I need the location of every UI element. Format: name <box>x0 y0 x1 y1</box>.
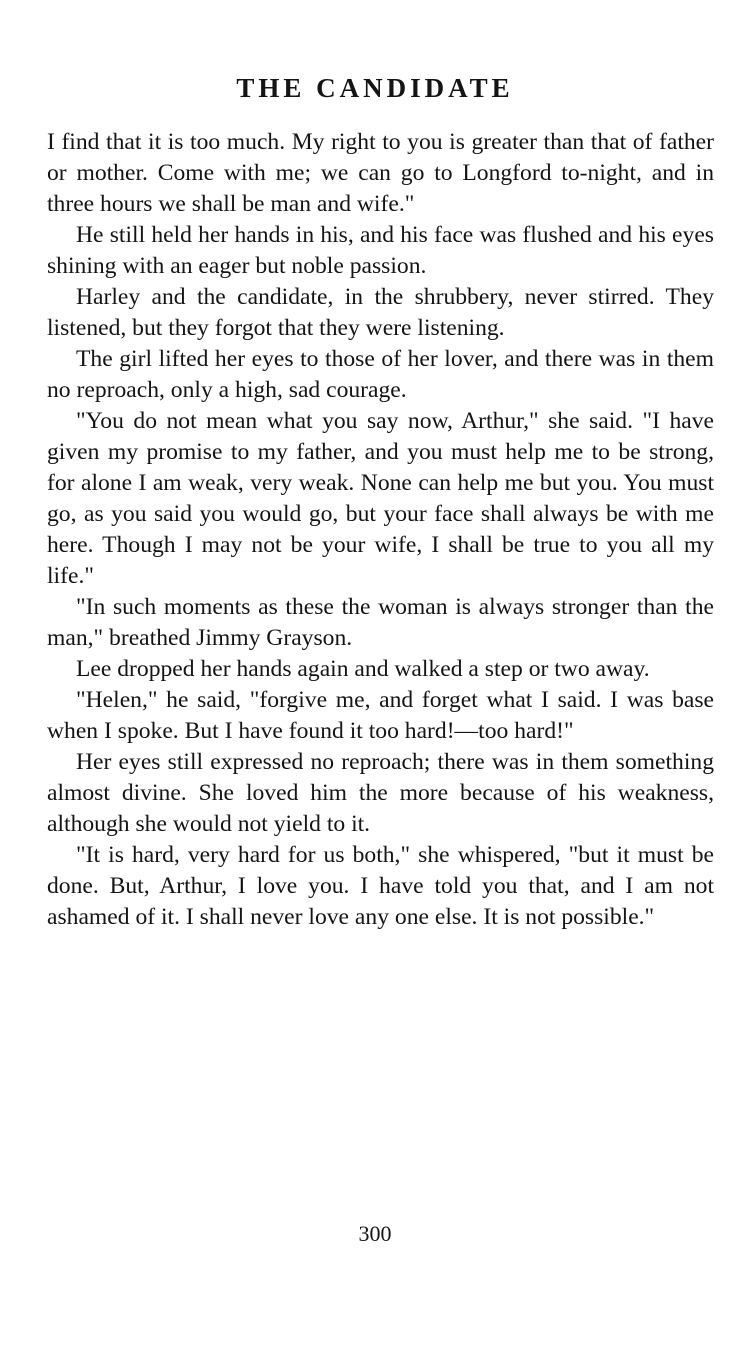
running-head: THE CANDIDATE <box>236 73 514 103</box>
paragraph: He still held her hands in his, and his face was flushed and his eyes shining with an eager but noble passion. <box>47 222 714 279</box>
body-text <box>47 127 714 933</box>
paragraph: Lee dropped her hands again and walked a step or two away. <box>76 656 650 682</box>
paragraph: Harley and the candidate, in the shrubbery, never stirred. They listened, but they forgot that they were listening. <box>47 284 714 341</box>
paragraph: "You do not mean what you say now, Arthur," she said. "I have given my promise to my father, and you must help me to be strong, for alone I am weak, very weak. None can help me but you. You must go, as you said you would go, but your face shall always be with me here. Though I may not be your wife, I shall be true to you all my life." <box>47 408 714 589</box>
paragraph: "In such moments as these the woman is always stronger than the man," breathed Jimmy Grayson. <box>47 594 714 651</box>
paragraph: I find that it is too much. My right to you is greater than that of father or mother. Come with me; we can go to Longford to-night, and in three hours we shall be man and wife." <box>47 129 714 217</box>
paragraph: "It is hard, very hard for us both," she whispered, "but it must be done. But, Arthur, I love you. I have told you that, and I am not ashamed of it. I shall never love any one else. It is not possible." <box>47 842 714 930</box>
page-number: 300 <box>358 1221 392 1246</box>
paragraph: "Helen," he said, "forgive me, and forget what I said. I was base when I spoke. But I have found it too hard!—too hard!" <box>47 687 714 744</box>
paragraph: The girl lifted her eyes to those of her lover, and there was in them no reproach, only a high, sad courage. <box>47 346 714 403</box>
paragraph: Her eyes still expressed no reproach; there was in them something almost divine. She loved him the more because of his weakness, although she would not yield to it. <box>47 749 714 837</box>
